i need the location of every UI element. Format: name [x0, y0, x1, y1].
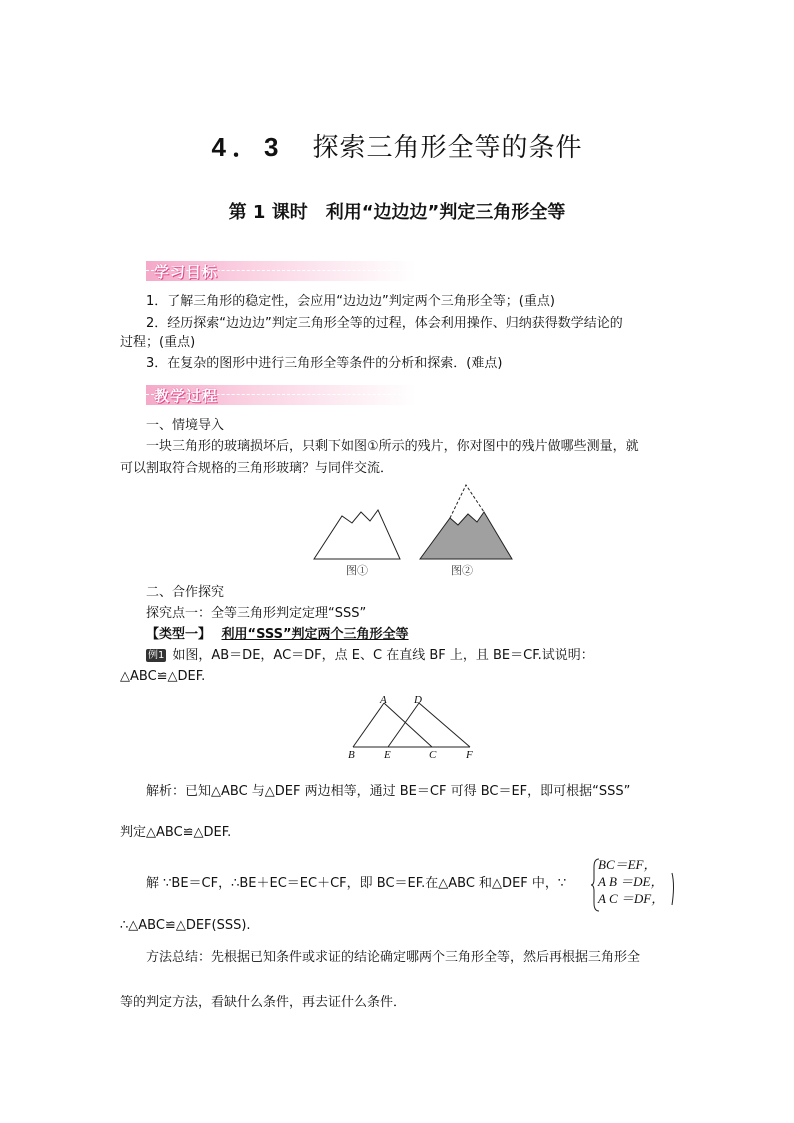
solution-line: 解 ∵BE＝CF，∴BE＋EC＝EC＋CF，即 BC＝EF.在△ABC 和△DEF 中，∵ [146, 876, 567, 891]
figure1-caption: 图① [346, 564, 368, 577]
point-B: B [348, 749, 355, 761]
brace-eq-3: A C ＝DF， [598, 891, 665, 906]
conclusion: ∴△ABC≌△DEF(SSS). [120, 918, 251, 933]
example-tag: 例1 [148, 650, 165, 661]
example-text: 如图，AB＝DE，AC＝DF，点 E、C 在直线 BF 上，且 BE＝CF.试说明： [172, 648, 594, 663]
type-line [146, 625, 409, 645]
figure2-caption: 图② [451, 564, 473, 577]
objectives-label: 学习目标 [154, 263, 219, 281]
objective-3: 3．在复杂的图形中进行三角形全等条件的分析和探索．(难点) [146, 356, 503, 371]
page-title [0, 127, 794, 164]
explore-point: 探究点一：全等三角形判定定理“SSS” [146, 606, 367, 621]
lesson-subtitle: 第 1 课时 利用“边边边”判定三角形全等 [228, 202, 566, 223]
section-number: 4．3 [211, 132, 285, 162]
point-E: E [384, 749, 391, 761]
point-D: D [414, 694, 422, 706]
figure2-shard [420, 512, 512, 559]
figure1-shard [314, 510, 400, 559]
triangles-figure [340, 690, 480, 762]
process-label: 教学过程 [154, 387, 219, 405]
part2-heading: 二、合作探究 [146, 585, 225, 600]
point-C: C [429, 749, 437, 761]
title-text: 探索三角形全等的条件 [312, 133, 583, 163]
brace-eq-2: A B ＝DE， [598, 874, 664, 889]
summary-line1: 方法总结：先根据已知条件或求证的结论确定哪两个三角形全等，然后再根据三角形全 [146, 950, 641, 965]
type-text: 利用“SSS”判定两个三角形全等 [221, 627, 409, 642]
part1-line1: 一块三角形的玻璃损坏后，只剩下如图①所示的残片，你对图中的残片做哪些测量，就 [146, 439, 639, 454]
analysis-line2: 判定△ABC≌△DEF. [120, 825, 232, 840]
analysis-line1: 解析：已知△ABC 与△DEF 两边相等，通过 BE＝CF 可得 BC＝EF，即可根据“SSS” [146, 784, 631, 799]
type-bracket: 【类型一】 [146, 627, 212, 642]
example-line2: △ABC≌△DEF. [120, 669, 206, 684]
glass-shard-figures [300, 480, 530, 580]
summary-line2: 等的判定方法，看缺什么条件，再去证什么条件． [120, 995, 407, 1010]
part1-heading: 一、情境导入 [146, 418, 225, 433]
example-line1 [146, 646, 594, 666]
point-F: F [466, 749, 473, 761]
objective-2: 2．经历探索“边边边”判定三角形全等的过程，体会利用操作、归纳获得数学结论的 [146, 316, 623, 331]
point-A: A [380, 694, 387, 706]
process-banner [146, 385, 416, 405]
brace-eq-1: BC＝EF， [598, 857, 657, 872]
part1-line2: 可以割取符合规格的三角形玻璃？与同伴交流． [120, 461, 394, 476]
objective-1: 1．了解三角形的稳定性，会应用“边边边”判定两个三角形全等；(重点) [146, 294, 555, 309]
objective-2-cont: 过程；(重点) [120, 335, 196, 350]
figure2-dashed-apex [450, 485, 484, 518]
objectives-banner [146, 261, 416, 281]
